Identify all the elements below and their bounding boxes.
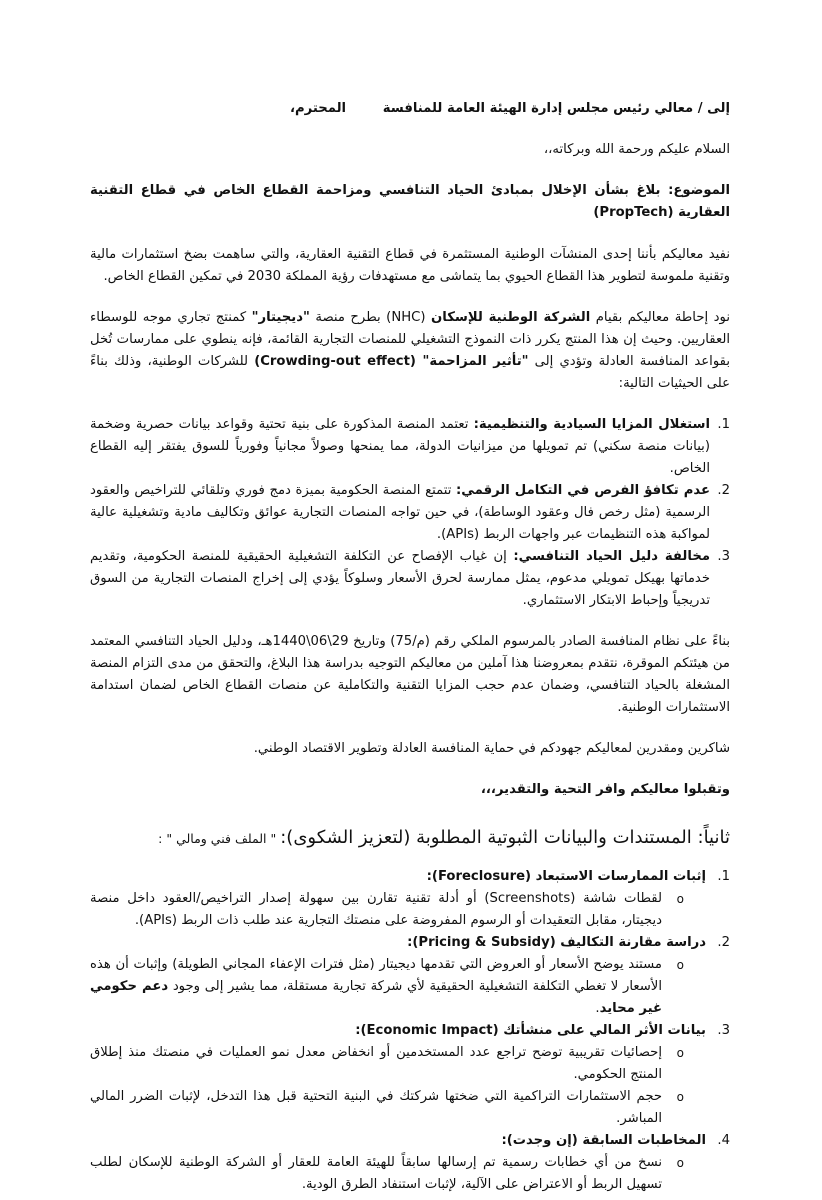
item-title: استغلال المزايا السيادية والتنظيمية: xyxy=(473,417,711,432)
sub-item xyxy=(90,888,706,932)
intro-paragraph: نفيد معاليكم بأننا إحدى المنشآت الوطنية المستثمرة في قطاع التقنية العقارية، والتي ساهمت بضخ استثمارات مالية وتقنية ملموسة لتطوير هذا القطاع الحيوي بما يتماشى مع مستهدفات رؤية المملكة 2030 في تمكين القطاع الخاص. xyxy=(90,247,730,284)
list-item xyxy=(90,546,730,612)
item-number: 3. xyxy=(717,1023,730,1038)
item-heading: بيانات الأثر المالي على منشأتك (Economic Impact): xyxy=(355,1023,706,1038)
item-text: تعتمد المنصة المذكورة على بنية تحتية وقواعد بيانات حصرية وضخمة (بيانات منصة سكني) تم تمويلها من ميزانيات الدولة، مما يمنحها وصولاً مجانياً وفورياً للسوق يفتقر إليه القطاع الخاص. xyxy=(90,417,710,476)
sub-item xyxy=(90,954,706,1020)
item-heading: المخاطبات السابقة (إن وجدت): xyxy=(501,1133,706,1148)
sub-item-text: حجم الاستثمارات التراكمية التي ضختها شركتك في البنية التحتية قبل هذا التدخل، لإثبات الضرر المالي المباشر. xyxy=(90,1089,662,1126)
sub-item xyxy=(90,1042,706,1086)
sub-item-text: لقطات شاشة (Screenshots) أو أدلة تقنية تقارن بين سهولة إصدار التراخيص/العقود داخل منصة ديجيتار، مقابل التعقيدات أو الرسوم المفروضة على منصتك التجارية عند طلب ذات الربط (APIs). xyxy=(90,891,662,928)
item-number: 3. xyxy=(717,549,730,564)
item-heading: إثبات الممارسات الاستبعاد (Foreclosure): xyxy=(426,869,706,884)
request-paragraph: بناءً على نظام المنافسة الصادر بالمرسوم الملكي رقم (م/75) وتاريخ 29\06\1440هـ، ودليل الحياد التنافسي المعتمد من هيئتكم الموقرة، نتقدم بمعروضنا هذا آملين من معاليكم التوجيه بدراسة هذا البلاغ، والتحقق من مدى التزام المنصة المشغلة بالحياد التنافسي، وضمان عدم حجب المزايا التقنية والتكاملية عن منصات القطاع الخاص لضمان استدامة الاستثمارات الوطنية. xyxy=(90,634,731,715)
documents-list xyxy=(90,866,730,1196)
greeting: السلام عليكم ورحمة الله وبركاته،، xyxy=(543,142,730,157)
item-title: عدم تكافؤ الفرص في التكامل الرقمي: xyxy=(456,483,710,498)
text-run: للشركات الوطنية، وذلك بناءً على الحيثيات التالية: xyxy=(90,354,730,391)
list-item xyxy=(90,866,730,932)
item-number: 2. xyxy=(717,935,730,950)
thanks-paragraph: شاكرين ومقدرين لمعاليكم جهودكم في حماية المنافسة العادلة وتطوير الاقتصاد الوطني. xyxy=(253,741,730,756)
item-heading: دراسة مقارنة التكاليف (Pricing & Subsidy): xyxy=(407,935,706,950)
letter-body xyxy=(90,98,730,1196)
circle-bullet-icon: o xyxy=(676,1046,684,1060)
text-run: . xyxy=(595,1001,600,1016)
item-text: إن غياب الإفصاح عن التكلفة التشغيلية الحقيقية للمنصة الحكومية، وتقديم خدماتها بهيكل تمويلي مدعوم، يمثل ممارسة لحرق الأسعار وسلوكاً يؤدي إلى إخراج المنصات التجارية من السوق تدريجياً وإحباط الابتكار الاستثماري. xyxy=(90,549,710,608)
list-item xyxy=(90,480,730,546)
sub-item-text: مستند يوضح الأسعار أو العروض التي تقدمها ديجيتار (مثل فترات الإعفاء المجاني الطويلة) وإثبات أن هذه الأسعار لا تغطي التكلفة التشغيلية الحقيقية لأي شركة تجارية مستقلة، مما يشير إلى وجود xyxy=(90,957,662,994)
item-number: 1. xyxy=(717,869,730,884)
emphasis-text: دعم حكومي غير محايد xyxy=(90,979,662,1016)
list-item xyxy=(90,1130,730,1196)
grounds-list xyxy=(90,414,730,612)
company-name: الشركة الوطنية للإسكان xyxy=(430,310,591,325)
text-run: (NHC) بطرح منصة xyxy=(309,310,431,325)
closing-line: وتقبلوا معاليكم وافر التحية والتقدير،،، xyxy=(480,782,730,797)
circle-bullet-icon: o xyxy=(676,1090,684,1104)
list-item xyxy=(90,1020,730,1130)
sub-item xyxy=(90,1086,706,1130)
list-item xyxy=(90,932,730,1020)
subject-line: الموضوع: بلاغ بشأن الإخلال بمبادئ الحياد التنافسي ومزاحمة القطاع الخاص في قطاع التقنية العقارية (PropTech) xyxy=(90,183,730,220)
text-run: نود إحاطة معاليكم بقيام xyxy=(590,310,730,325)
circle-bullet-icon: o xyxy=(676,958,684,972)
circle-bullet-icon: o xyxy=(676,1156,684,1170)
sub-item xyxy=(90,1152,706,1196)
item-text: تتمتع المنصة الحكومية بميزة دمج فوري وتلقائي للتراخيص والعقود الرسمية (مثل رخص فال وعقود الوساطة)، في حين تواجه المنصات التجارية عوائق وتكاليف مادية وتشغيلية عالية لمواكبة هذه التنظيمات عبر واجهات الربط (APIs). xyxy=(90,483,710,542)
recipient: إلى / معالي رئيس مجلس إدارة الهيئة العامة للمنافسة xyxy=(382,101,730,116)
section-note: " الملف فني ومالي " : xyxy=(158,831,281,846)
honorific: المحترم، xyxy=(290,101,347,116)
platform-name: "ديجيتار" xyxy=(251,310,310,325)
address-line xyxy=(90,98,730,120)
crowding-out-term: "تأثير المزاحمة" (Crowding-out effect) xyxy=(254,354,529,369)
item-number: 4. xyxy=(717,1133,730,1148)
item-number: 2. xyxy=(717,483,730,498)
section-title: ثانياً: المستندات والبيانات الثبوتية المطلوبة (لتعزيز الشكوى): xyxy=(280,827,730,848)
item-number: 1. xyxy=(717,417,730,432)
list-item xyxy=(90,414,730,480)
context-paragraph xyxy=(90,307,730,395)
sub-item-text: إحصائيات تقريبية توضح تراجع عدد المستخدمين أو انخفاض معدل نمو العمليات في منصتك منذ إطلاق المنتج الحكومي. xyxy=(90,1045,662,1082)
circle-bullet-icon: o xyxy=(676,892,684,906)
sub-item-text: نسخ من أي خطابات رسمية تم إرسالها سابقاً للهيئة العامة للعقار أو الشركة الوطنية للإسكان لطلب تسهيل الربط أو الاعتراض على الآلية، لإثبات استنفاد الطرق الودية. xyxy=(90,1155,662,1192)
item-title: مخالفة دليل الحياد التنافسي: xyxy=(513,549,710,564)
text-run: كمنتج تجاري موجه للوسطاء العقاريين. وحيث إن هذا المنتج يكرر ذات النموذج التشغيلي للمنصات التجارية القائمة، فإنه ينطوي على ممارسات تُخل بقواعد المنافسة العادلة وتؤدي إلى xyxy=(90,310,730,369)
section-two-heading xyxy=(90,825,730,852)
